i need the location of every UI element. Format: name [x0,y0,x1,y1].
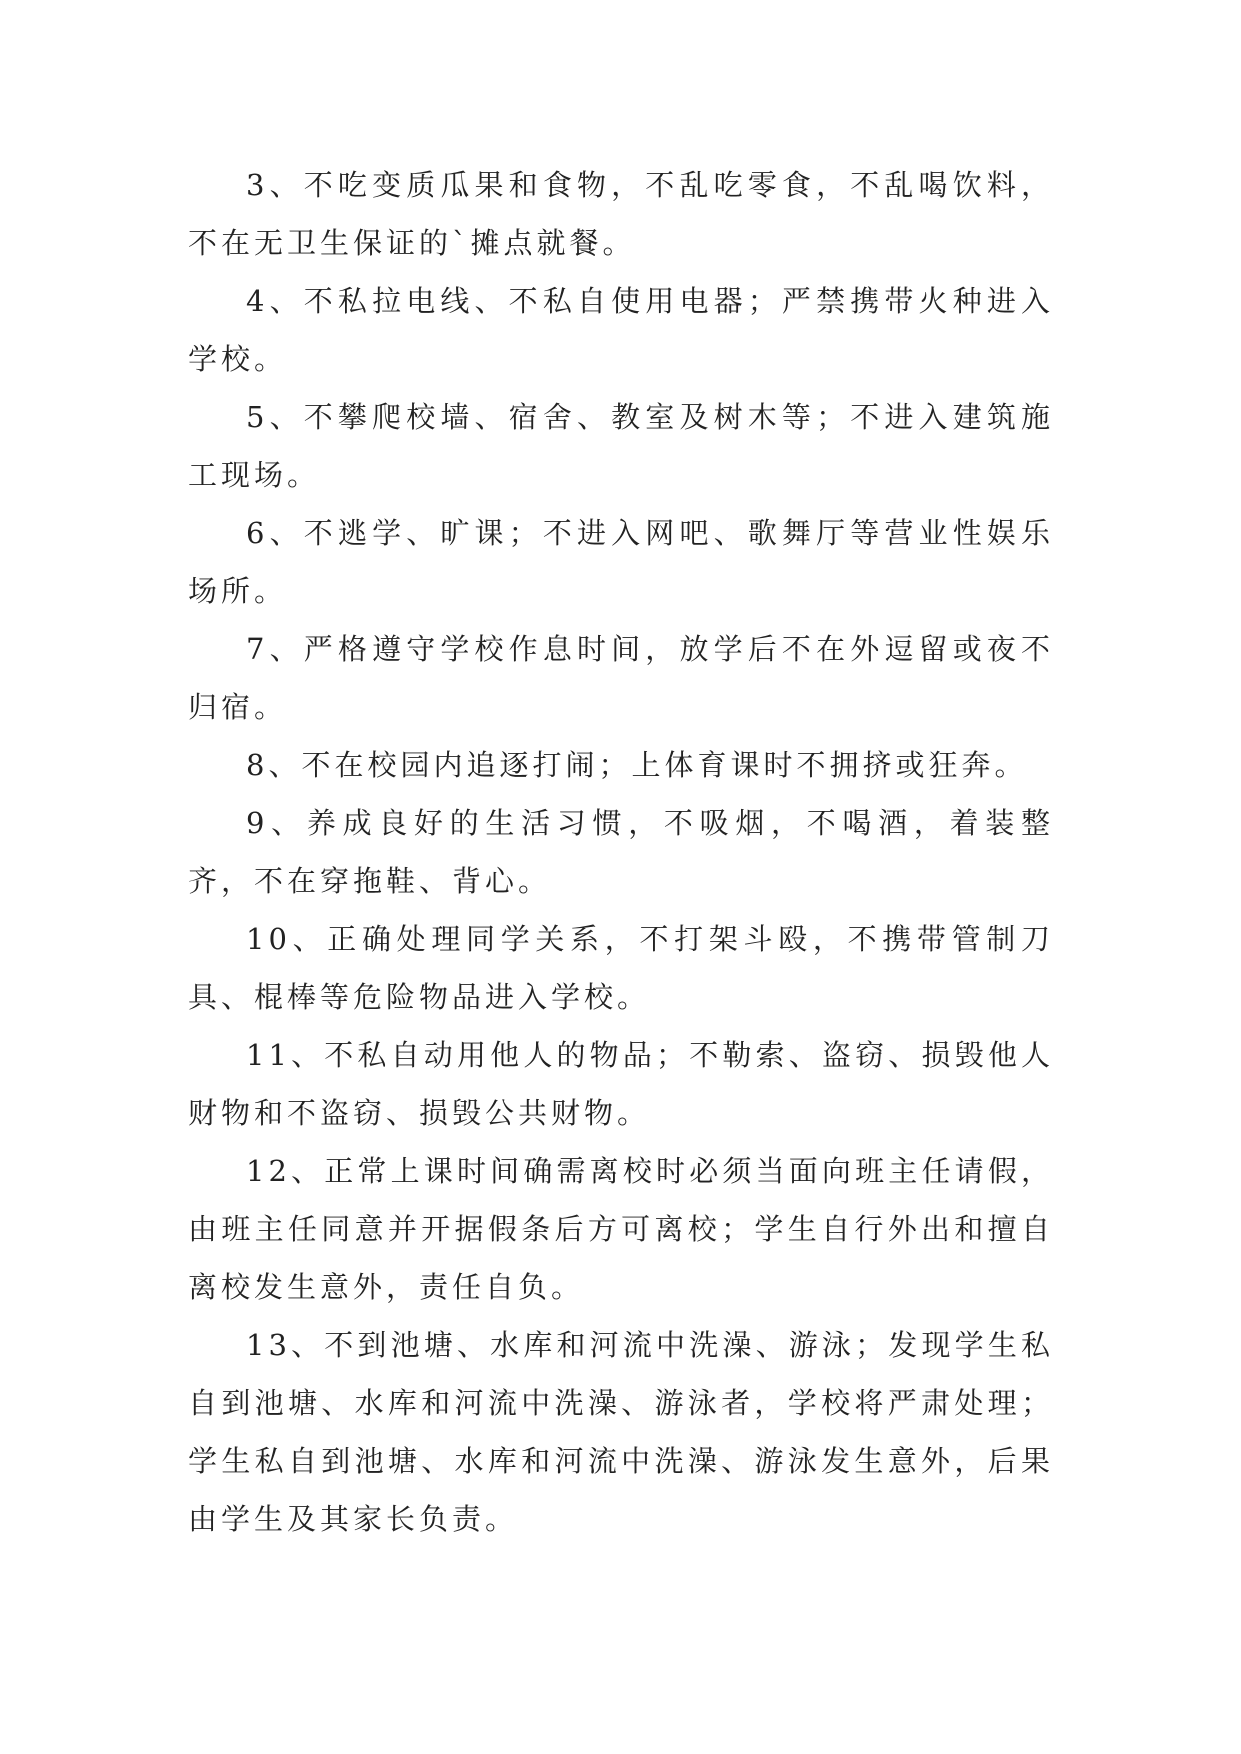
rule-paragraph-7: 7、严格遵守学校作息时间，放学后不在外逗留或夜不归宿。 [188,632,1054,724]
rule-paragraph-10: 10、正确处理同学关系，不打架斗殴，不携带管制刀具、棍棒等危险物品进入学校。 [188,922,1054,1014]
rule-paragraph-12: 12、正常上课时间确需离校时必须当面向班主任请假，由班主任同意并开据假条后方可离校；学生自行外出和擅自离校发生意外，责任自负。 [188,1154,1054,1304]
document-page [188,156,1054,1548]
rule-paragraph-3: 3、不吃变质瓜果和食物，不乱吃零食，不乱喝饮料，不在无卫生保证的`摊点就餐。 [188,168,1054,260]
rule-paragraph-13: 13、不到池塘、水库和河流中洗澡、游泳；发现学生私自到池塘、水库和河流中洗澡、游泳者，学校将严肃处理；学生私自到池塘、水库和河流中洗澡、游泳发生意外，后果由学生及其家长负责。 [188,1328,1054,1536]
rule-paragraph-6: 6、不逃学、旷课；不进入网吧、歌舞厅等营业性娱乐场所。 [188,516,1054,608]
rule-paragraph-4: 4、不私拉电线、不私自使用电器；严禁携带火种进入学校。 [188,284,1054,376]
rule-paragraph-8: 8、不在校园内追逐打闹；上体育课时不拥挤或狂奔。 [246,748,1028,782]
rule-paragraph-9: 9、养成良好的生活习惯，不吸烟，不喝酒，着装整齐，不在穿拖鞋、背心。 [188,806,1054,898]
rule-paragraph-5: 5、不攀爬校墙、宿舍、教室及树木等；不进入建筑施工现场。 [188,400,1054,492]
rule-paragraph-11: 11、不私自动用他人的物品；不勒索、盗窃、损毁他人财物和不盗窃、损毁公共财物。 [188,1038,1054,1130]
